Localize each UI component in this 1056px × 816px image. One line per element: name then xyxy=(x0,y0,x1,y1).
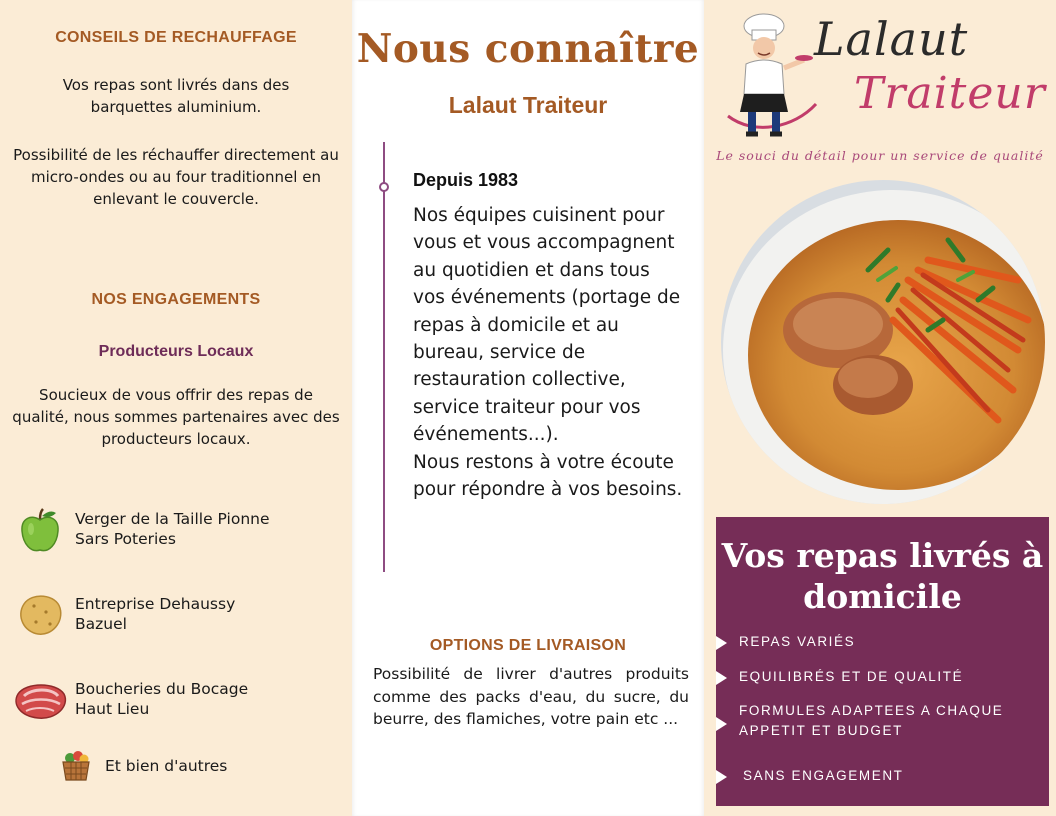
timeline-line xyxy=(383,142,385,572)
delivery-options-text: Possibilité de livrer d'autres produits comme des packs d'eau, du sucre, du beurre, des flamiches, votre pain etc ... xyxy=(373,665,689,728)
producer-name: Et bien d'autres xyxy=(105,757,228,775)
producer-item xyxy=(0,676,352,728)
engagements-title: NOS ENGAGEMENTS xyxy=(91,291,261,308)
arrow-right-icon xyxy=(716,636,727,650)
dish-photo xyxy=(718,180,1048,514)
local-producers-subtitle: Producteurs Locaux xyxy=(98,343,254,360)
home-delivery-box xyxy=(716,517,1049,806)
arrow-right-icon xyxy=(716,770,727,784)
about-body: Nos équipes cuisinent pour vous et vous accompagnent au quotidien et dans tous vos événements (portage de repas à domicile et au bureau, service de restauration collective, service traiteur pour vos événements...). Nous restons à votre écoute pour répondre à vos besoins. xyxy=(413,205,683,501)
steak-icon xyxy=(12,682,68,726)
middle-panel xyxy=(352,0,704,816)
reheat-title: CONSEILS DE RECHAUFFAGE xyxy=(55,29,297,46)
producer-item xyxy=(0,590,352,642)
home-delivery-title: Vos repas livrés à domicile xyxy=(721,536,1044,616)
potato-icon xyxy=(16,592,64,642)
producer-location: Sars Poteries xyxy=(75,530,176,548)
feature-label: FORMULES ADAPTEES A CHAQUE APPETIT ET BUDGET xyxy=(739,703,1004,738)
apple-icon xyxy=(18,507,62,559)
producer-location: Bazuel xyxy=(75,615,127,633)
logo-text-lalaut: Lalaut xyxy=(814,12,969,66)
logo-text-traiteur: Traiteur xyxy=(854,68,1046,119)
producer-name: Entreprise Dehaussy xyxy=(75,595,236,613)
right-panel xyxy=(704,0,1056,816)
producer-item xyxy=(0,748,352,800)
feature-label: REPAS VARIÉS xyxy=(739,634,856,649)
arrow-right-icon xyxy=(716,671,727,685)
reheat-paragraph-1: Vos repas sont livrés dans des barquettes aluminium. xyxy=(62,76,290,116)
arrow-right-icon xyxy=(716,717,727,731)
timeline-dot xyxy=(379,182,389,192)
brand-subtitle: Lalaut Traiteur xyxy=(448,92,608,118)
producer-location: Haut Lieu xyxy=(75,700,150,718)
reheat-paragraph-2: Possibilité de les réchauffer directement au micro-ondes ou au four traditionnel en enlevant le couvercle. xyxy=(13,146,339,208)
feature-label: EQUILIBRÉS ET DE QUALITÉ xyxy=(739,669,964,684)
feature-label: SANS ENGAGEMENT xyxy=(743,768,904,783)
chef-icon xyxy=(724,8,819,144)
producer-name: Boucheries du Bocage xyxy=(75,680,249,698)
delivery-options-title: OPTIONS DE LIVRAISON xyxy=(429,637,627,654)
tagline: Le souci du détail pour un service de qualité xyxy=(716,148,1044,163)
since-title: Depuis 1983 xyxy=(413,170,519,190)
producer-name: Verger de la Taille Pionne xyxy=(75,510,270,528)
basket-icon xyxy=(60,748,92,786)
about-title: Nous connaître xyxy=(356,26,700,72)
engagements-paragraph: Soucieux de vous offrir des repas de qualité, nous sommes partenaires avec des producteurs locaux. xyxy=(12,386,340,448)
producer-item xyxy=(0,505,352,557)
left-panel xyxy=(0,0,352,816)
